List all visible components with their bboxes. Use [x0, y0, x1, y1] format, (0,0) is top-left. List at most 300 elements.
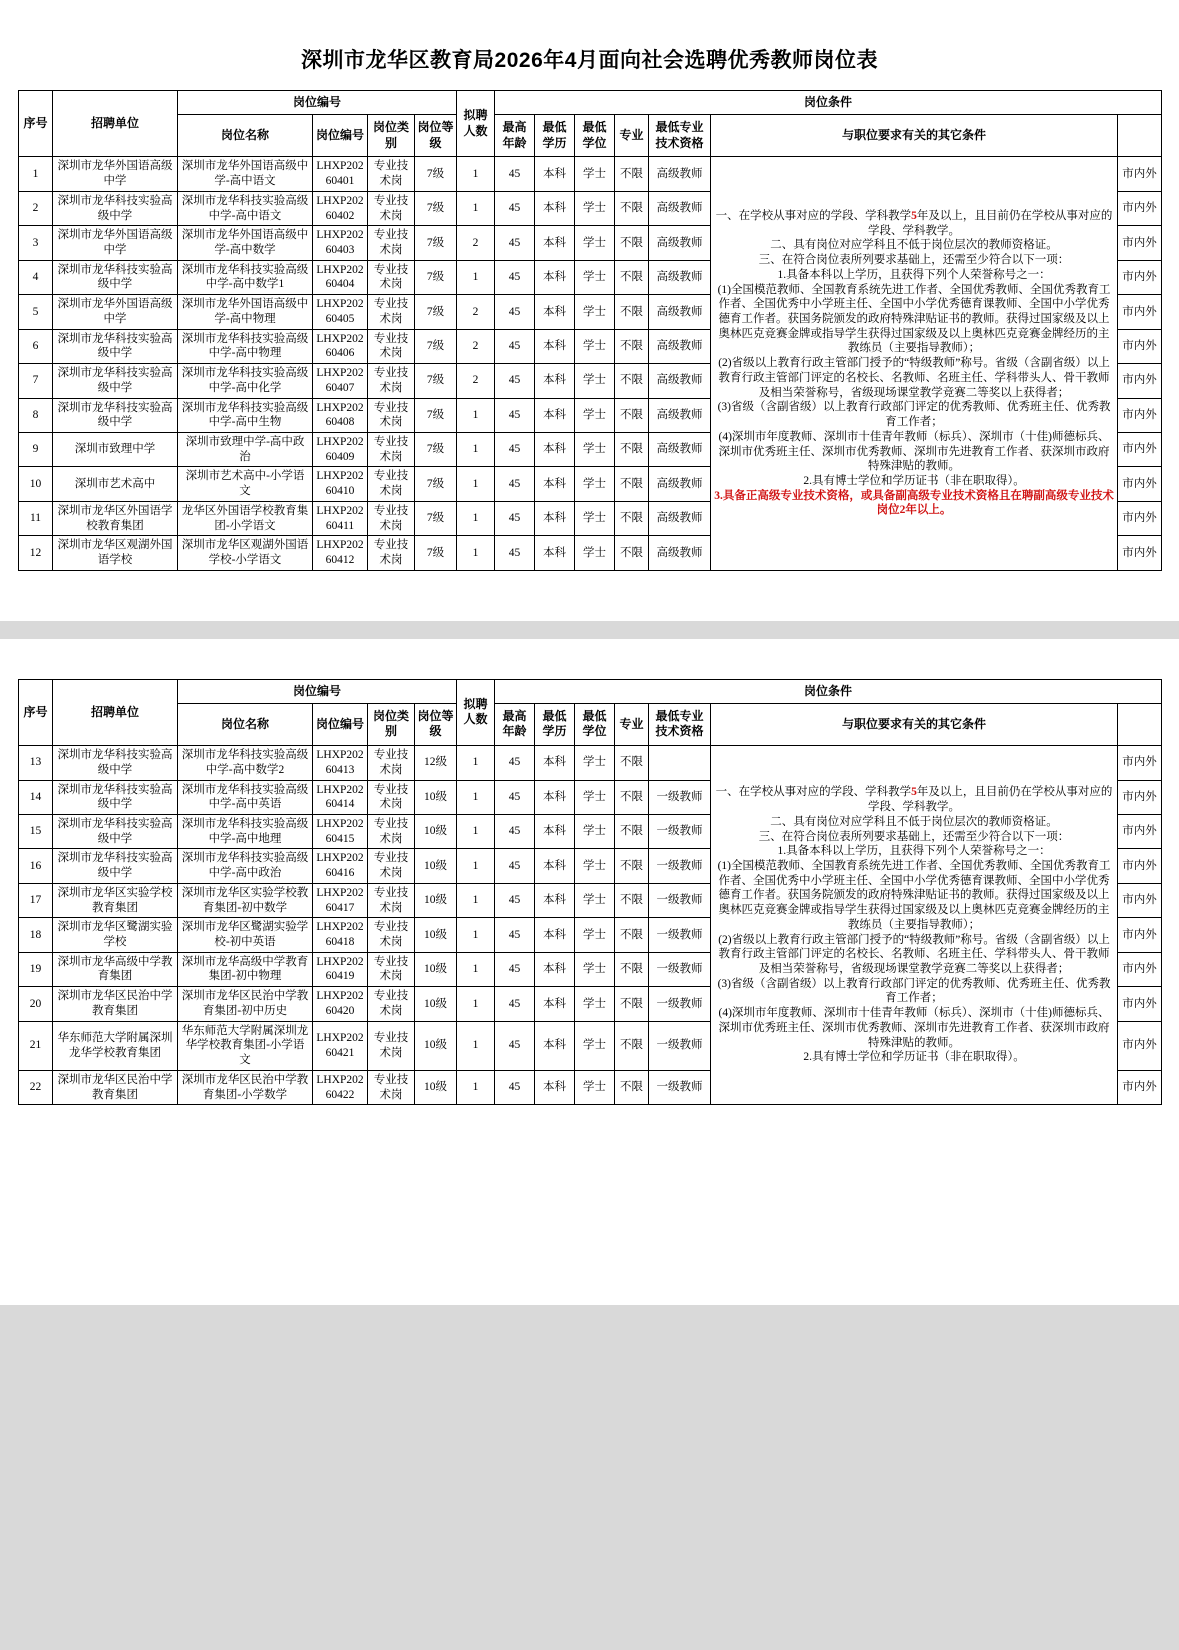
cell-job-name: 深圳市龙华科技实验高级中学-高中数学2	[178, 746, 313, 780]
cell-min-tech-title: 一级教师	[649, 883, 711, 917]
cell-job-category: 专业技术岗	[368, 226, 415, 260]
cell-household: 市内外	[1118, 432, 1162, 466]
cell-unit: 华东师范大学附属深圳龙华学校教育集团	[53, 1021, 178, 1070]
cell-job-no: LHXP202 60414	[313, 780, 368, 814]
cell-job-name: 深圳市龙华外国语高级中学-高中物理	[178, 295, 313, 329]
cell-min-tech-title: 高级教师	[649, 226, 711, 260]
header-conditions-group: 岗位条件	[495, 679, 1162, 703]
document-page-1	[0, 0, 1179, 621]
cell-max-age: 45	[495, 1070, 535, 1104]
cell-count: 1	[457, 432, 495, 466]
header-major: 专业	[615, 703, 649, 745]
cell-min-degree: 学士	[575, 536, 615, 570]
cell-household: 市内外	[1118, 467, 1162, 501]
cell-job-level: 10级	[415, 849, 457, 883]
header-job-no: 岗位编号	[313, 115, 368, 157]
cell-min-education: 本科	[535, 432, 575, 466]
cell-household: 市内外	[1118, 364, 1162, 398]
header-conditions-group: 岗位条件	[495, 91, 1162, 115]
cell-min-education: 本科	[535, 295, 575, 329]
cell-no: 15	[19, 815, 53, 849]
cell-max-age: 45	[495, 432, 535, 466]
cell-job-name: 深圳市龙华区实验学校教育集团-初中数学	[178, 883, 313, 917]
cell-no: 2	[19, 191, 53, 225]
header-job-no: 岗位编号	[313, 703, 368, 745]
cell-min-degree: 学士	[575, 780, 615, 814]
cell-no: 7	[19, 364, 53, 398]
cell-major: 不限	[615, 329, 649, 363]
cell-count: 1	[457, 467, 495, 501]
cell-job-category: 专业技术岗	[368, 849, 415, 883]
cell-job-name: 深圳市龙华外国语高级中学-高中语文	[178, 157, 313, 191]
cell-max-age: 45	[495, 329, 535, 363]
cell-min-education: 本科	[535, 746, 575, 780]
cell-unit: 深圳市龙华区实验学校教育集团	[53, 883, 178, 917]
header-other-conditions: 与职位要求有关的其它条件	[711, 115, 1118, 157]
cell-min-education: 本科	[535, 398, 575, 432]
header-job-level: 岗位等级	[415, 703, 457, 745]
cell-min-degree: 学士	[575, 1070, 615, 1104]
cell-min-education: 本科	[535, 364, 575, 398]
cell-min-education: 本科	[535, 987, 575, 1021]
cell-unit: 深圳市致理中学	[53, 432, 178, 466]
cell-count: 1	[457, 746, 495, 780]
cell-min-degree: 学士	[575, 501, 615, 535]
cell-job-name: 深圳市龙华外国语高级中学-高中数学	[178, 226, 313, 260]
table-container-1	[0, 90, 1179, 571]
cell-count: 1	[457, 260, 495, 294]
cell-household: 市内外	[1118, 295, 1162, 329]
cell-max-age: 45	[495, 191, 535, 225]
cell-no: 3	[19, 226, 53, 260]
cell-count: 1	[457, 1070, 495, 1104]
cell-household: 市内外	[1118, 501, 1162, 535]
cell-min-education: 本科	[535, 157, 575, 191]
cell-unit: 深圳市龙华科技实验高级中学	[53, 780, 178, 814]
cell-min-tech-title: 高级教师	[649, 157, 711, 191]
cell-count: 1	[457, 398, 495, 432]
cell-job-name: 龙华区外国语学校教育集团-小学语文	[178, 501, 313, 535]
cell-job-name: 深圳市龙华科技实验高级中学-高中语文	[178, 191, 313, 225]
cell-unit: 深圳市龙华科技实验高级中学	[53, 815, 178, 849]
cell-max-age: 45	[495, 398, 535, 432]
header-row-bottom	[19, 703, 1162, 745]
cell-no: 21	[19, 1021, 53, 1070]
cell-job-level: 7级	[415, 191, 457, 225]
cell-job-name: 深圳市龙华科技实验高级中学-高中英语	[178, 780, 313, 814]
header-min-tech-title: 最低专业技术资格	[649, 703, 711, 745]
condition-paragraph: 三、在符合岗位表所列要求基础上，还需至少符合以下一项：	[758, 830, 1070, 843]
cell-count: 1	[457, 952, 495, 986]
cell-no: 12	[19, 536, 53, 570]
cell-unit: 深圳市龙华外国语高级中学	[53, 295, 178, 329]
cell-no: 6	[19, 329, 53, 363]
cell-unit: 深圳市龙华科技实验高级中学	[53, 260, 178, 294]
cell-job-name: 深圳市龙华区民治中学教育集团-初中历史	[178, 987, 313, 1021]
cell-job-category: 专业技术岗	[368, 191, 415, 225]
condition-paragraph: 三、在符合岗位表所列要求基础上，还需至少符合以下一项：	[758, 254, 1070, 267]
cell-min-tech-title: 一级教师	[649, 815, 711, 849]
cell-job-no: LHXP202 60418	[313, 918, 368, 952]
cell-major: 不限	[615, 1021, 649, 1070]
cell-min-education: 本科	[535, 883, 575, 917]
cell-household: 市内外	[1118, 398, 1162, 432]
cell-job-category: 专业技术岗	[368, 952, 415, 986]
cell-max-age: 45	[495, 815, 535, 849]
condition-paragraph: (3)省级（含副省级）以上教育行政部门评定的优秀教师、优秀班主任、优秀教育工作者；	[717, 401, 1111, 429]
cell-household: 市内外	[1118, 329, 1162, 363]
condition-paragraph: 二、具有岗位对应学科且不低于岗位层次的教师资格证。	[770, 815, 1058, 828]
cell-min-degree: 学士	[575, 952, 615, 986]
cell-job-category: 专业技术岗	[368, 329, 415, 363]
header-unit: 招聘单位	[53, 679, 178, 745]
cell-major: 不限	[615, 432, 649, 466]
header-row-top	[19, 679, 1162, 703]
cell-no: 13	[19, 746, 53, 780]
cell-major: 不限	[615, 191, 649, 225]
table-body-1	[19, 157, 1162, 570]
cell-household: 市内外	[1118, 191, 1162, 225]
cell-job-name: 深圳市龙华科技实验高级中学-高中生物	[178, 398, 313, 432]
cell-unit: 深圳市龙华科技实验高级中学	[53, 364, 178, 398]
cell-major: 不限	[615, 987, 649, 1021]
cell-max-age: 45	[495, 849, 535, 883]
cell-no: 22	[19, 1070, 53, 1104]
cell-min-tech-title: 一级教师	[649, 1070, 711, 1104]
cell-min-education: 本科	[535, 815, 575, 849]
cell-min-education: 本科	[535, 260, 575, 294]
condition-paragraph-highlighted: 3.具备正高级专业技术资格，或具备副高级专业技术资格且在聘副高级专业技术岗位2年以上。	[714, 489, 1114, 517]
header-min-education: 最低学历	[535, 703, 575, 745]
cell-unit: 深圳市龙华外国语高级中学	[53, 157, 178, 191]
cell-min-degree: 学士	[575, 987, 615, 1021]
cell-major: 不限	[615, 226, 649, 260]
cell-job-level: 10级	[415, 1021, 457, 1070]
cell-no: 10	[19, 467, 53, 501]
cell-job-level: 7级	[415, 364, 457, 398]
cell-unit: 深圳市艺术高中	[53, 467, 178, 501]
cell-major: 不限	[615, 295, 649, 329]
cell-no: 1	[19, 157, 53, 191]
cell-max-age: 45	[495, 780, 535, 814]
header-major: 专业	[615, 115, 649, 157]
cell-min-degree: 学士	[575, 815, 615, 849]
cell-no: 20	[19, 987, 53, 1021]
cell-job-level: 10级	[415, 918, 457, 952]
conditions-text	[713, 209, 1115, 518]
cell-min-tech-title: 一级教师	[649, 987, 711, 1021]
header-no: 序号	[19, 679, 53, 745]
cell-count: 2	[457, 295, 495, 329]
cell-no: 5	[19, 295, 53, 329]
header-other-conditions: 与职位要求有关的其它条件	[711, 703, 1118, 745]
cell-min-tech-title: 高级教师	[649, 467, 711, 501]
cell-min-degree: 学士	[575, 226, 615, 260]
cell-min-education: 本科	[535, 849, 575, 883]
cell-household: 市内外	[1118, 1021, 1162, 1070]
cell-min-education: 本科	[535, 467, 575, 501]
cell-major: 不限	[615, 501, 649, 535]
cell-no: 8	[19, 398, 53, 432]
cell-count: 1	[457, 987, 495, 1021]
cell-job-category: 专业技术岗	[368, 398, 415, 432]
cell-major: 不限	[615, 398, 649, 432]
cell-min-degree: 学士	[575, 260, 615, 294]
cell-major: 不限	[615, 157, 649, 191]
cell-job-no: LHXP202 60417	[313, 883, 368, 917]
condition-paragraph: 1.具备本科以上学历，且获得下列个人荣誉称号之一：	[777, 845, 1051, 858]
cell-job-level: 7级	[415, 226, 457, 260]
cell-min-tech-title: 一级教师	[649, 1021, 711, 1070]
cell-job-level: 10级	[415, 883, 457, 917]
table-body-2	[19, 746, 1162, 1105]
table-row	[19, 746, 1162, 780]
condition-years-highlight: 5	[911, 210, 917, 223]
condition-paragraph: (4)深圳市年度教师、深圳市十佳青年教师（标兵）、深圳市（十佳)师德标兵、深圳市优秀班主任、深圳市优秀教师、深圳市先进教育工作者、获深圳市政府特殊津贴的教师。	[718, 430, 1110, 473]
cell-max-age: 45	[495, 918, 535, 952]
cell-job-no: LHXP202 60405	[313, 295, 368, 329]
cell-job-no: LHXP202 60411	[313, 501, 368, 535]
cell-max-age: 45	[495, 260, 535, 294]
cell-min-education: 本科	[535, 952, 575, 986]
cell-job-level: 7级	[415, 467, 457, 501]
cell-unit: 深圳市龙华区民治中学教育集团	[53, 1070, 178, 1104]
cell-job-no: LHXP202 60420	[313, 987, 368, 1021]
cell-household: 市内外	[1118, 952, 1162, 986]
cell-job-no: LHXP202 60410	[313, 467, 368, 501]
cell-min-tech-title: 一级教师	[649, 952, 711, 986]
condition-paragraph: 一、在学校从事对应的学段、学科教学5年及以上，且目前仍在学校从事对应的学段、学科教学。	[715, 786, 1113, 814]
cell-min-degree: 学士	[575, 467, 615, 501]
cell-unit: 深圳市龙华科技实验高级中学	[53, 329, 178, 363]
cell-job-name: 深圳市龙华科技实验高级中学-高中政治	[178, 849, 313, 883]
cell-job-no: LHXP202 60422	[313, 1070, 368, 1104]
cell-no: 17	[19, 883, 53, 917]
cell-max-age: 45	[495, 883, 535, 917]
cell-min-tech-title: 高级教师	[649, 295, 711, 329]
cell-max-age: 45	[495, 952, 535, 986]
cell-job-level: 7级	[415, 536, 457, 570]
cell-no: 9	[19, 432, 53, 466]
cell-job-name: 深圳市龙华高级中学教育集团-初中物理	[178, 952, 313, 986]
cell-min-degree: 学士	[575, 398, 615, 432]
cell-job-level: 7级	[415, 501, 457, 535]
cell-unit: 深圳市龙华科技实验高级中学	[53, 849, 178, 883]
cell-job-level: 10级	[415, 815, 457, 849]
cell-no: 14	[19, 780, 53, 814]
header-job-name: 岗位名称	[178, 703, 313, 745]
cell-job-level: 7级	[415, 398, 457, 432]
cell-household: 市内外	[1118, 815, 1162, 849]
cell-job-no: LHXP202 60408	[313, 398, 368, 432]
cell-job-name: 深圳市龙华科技实验高级中学-高中物理	[178, 329, 313, 363]
cell-count: 1	[457, 815, 495, 849]
cell-household: 市内外	[1118, 260, 1162, 294]
cell-count: 2	[457, 226, 495, 260]
condition-paragraph: (1)全国模范教师、全国教育系统先进工作者、全国优秀教师、全国优秀教育工作者、全国优秀中小学班主任、全国中小学优秀德育课教师、全国中小学优秀德育工作者。获国务院颁发的政府特殊津贴证书的教师。获得过国家级及以上奥林匹克竞赛金牌或指导学生获得过国家级及以上奥林匹克竞赛金牌经历的主教练员（主要指导教师）；	[717, 859, 1111, 931]
header-planned-count: 拟聘人数	[457, 91, 495, 157]
cell-job-no: LHXP202 60404	[313, 260, 368, 294]
cell-count: 2	[457, 329, 495, 363]
table-header-2	[19, 679, 1162, 745]
cell-household: 市内外	[1118, 780, 1162, 814]
cell-job-level: 10级	[415, 987, 457, 1021]
cell-job-category: 专业技术岗	[368, 1070, 415, 1104]
cell-min-degree: 学士	[575, 746, 615, 780]
cell-job-no: LHXP202 60409	[313, 432, 368, 466]
cell-max-age: 45	[495, 746, 535, 780]
header-min-education: 最低学历	[535, 115, 575, 157]
cell-max-age: 45	[495, 536, 535, 570]
cell-no: 4	[19, 260, 53, 294]
cell-min-education: 本科	[535, 226, 575, 260]
cell-major: 不限	[615, 780, 649, 814]
cell-no: 18	[19, 918, 53, 952]
cell-other-conditions	[711, 157, 1118, 570]
condition-paragraph: 1.具备本科以上学历，且获得下列个人荣誉称号之一：	[777, 268, 1051, 281]
cell-job-name: 深圳市艺术高中-小学语文	[178, 467, 313, 501]
condition-paragraph: 一、在学校从事对应的学段、学科教学5年及以上，且目前仍在学校从事对应的学段、学科教学。	[715, 210, 1113, 237]
cell-job-level: 12级	[415, 746, 457, 780]
cell-min-tech-title: 一级教师	[649, 780, 711, 814]
cell-min-tech-title: 高级教师	[649, 364, 711, 398]
cell-job-category: 专业技术岗	[368, 364, 415, 398]
cell-major: 不限	[615, 883, 649, 917]
header-job-category: 岗位类别	[368, 115, 415, 157]
cell-major: 不限	[615, 1070, 649, 1104]
header-row-bottom	[19, 115, 1162, 157]
cell-job-name: 深圳市龙华科技实验高级中学-高中数学1	[178, 260, 313, 294]
cell-min-education: 本科	[535, 1070, 575, 1104]
cell-min-degree: 学士	[575, 364, 615, 398]
cell-job-no: LHXP202 60401	[313, 157, 368, 191]
cell-job-level: 7级	[415, 260, 457, 294]
cell-min-degree: 学士	[575, 1021, 615, 1070]
header-max-age: 最高年龄	[495, 703, 535, 745]
table-container-2	[0, 679, 1179, 1106]
cell-job-no: LHXP202 60421	[313, 1021, 368, 1070]
condition-paragraph: 二、具有岗位对应学科且不低于岗位层次的教师资格证。	[770, 239, 1058, 252]
header-row-top	[19, 91, 1162, 115]
cell-job-name: 深圳市龙华区观湖外国语学校-小学语文	[178, 536, 313, 570]
header-job-category: 岗位类别	[368, 703, 415, 745]
cell-major: 不限	[615, 260, 649, 294]
cell-min-degree: 学士	[575, 191, 615, 225]
cell-major: 不限	[615, 536, 649, 570]
cell-count: 1	[457, 918, 495, 952]
cell-job-no: LHXP202 60403	[313, 226, 368, 260]
cell-household: 市内外	[1118, 1070, 1162, 1104]
cell-count: 2	[457, 364, 495, 398]
cell-job-level: 7级	[415, 157, 457, 191]
cell-count: 1	[457, 780, 495, 814]
cell-min-education: 本科	[535, 501, 575, 535]
cell-no: 16	[19, 849, 53, 883]
cell-no: 11	[19, 501, 53, 535]
table-header-1	[19, 91, 1162, 157]
cell-other-conditions	[711, 746, 1118, 1105]
cell-min-tech-title: 高级教师	[649, 329, 711, 363]
cell-job-category: 专业技术岗	[368, 295, 415, 329]
cell-no: 19	[19, 952, 53, 986]
cell-job-level: 7级	[415, 329, 457, 363]
cell-job-name: 深圳市龙华科技实验高级中学-高中地理	[178, 815, 313, 849]
cell-household: 市内外	[1118, 918, 1162, 952]
cell-job-no: LHXP202 60402	[313, 191, 368, 225]
cell-min-tech-title: 一级教师	[649, 918, 711, 952]
condition-years-highlight: 5	[911, 786, 917, 799]
cell-min-tech-title: 一级教师	[649, 849, 711, 883]
cell-job-category: 专业技术岗	[368, 918, 415, 952]
cell-unit: 深圳市龙华科技实验高级中学	[53, 191, 178, 225]
cell-job-no: LHXP202 60416	[313, 849, 368, 883]
cell-job-level: 10级	[415, 780, 457, 814]
cell-min-education: 本科	[535, 918, 575, 952]
cell-min-education: 本科	[535, 1021, 575, 1070]
condition-paragraph: (2)省级以上教育行政主管部门授予的“特级教师”称号。省级（含副省级）以上教育行政主管部门评定的名校长、名教师、名班主任、学科带头人、骨干教师及相当荣誉称号，省级现场课堂教学竞赛二等奖以上获得者；	[718, 357, 1110, 399]
cell-unit: 深圳市龙华外国语高级中学	[53, 226, 178, 260]
cell-job-category: 专业技术岗	[368, 1021, 415, 1070]
cell-min-tech-title: 高级教师	[649, 501, 711, 535]
cell-count: 1	[457, 191, 495, 225]
cell-min-degree: 学士	[575, 883, 615, 917]
cell-job-category: 专业技术岗	[368, 536, 415, 570]
cell-job-name: 深圳市龙华区民治中学教育集团-小学数学	[178, 1070, 313, 1104]
cell-min-tech-title: 高级教师	[649, 432, 711, 466]
cell-job-no: LHXP202 60407	[313, 364, 368, 398]
cell-min-education: 本科	[535, 191, 575, 225]
cell-min-education: 本科	[535, 329, 575, 363]
cell-max-age: 45	[495, 295, 535, 329]
cell-job-level: 10级	[415, 952, 457, 986]
cell-job-name: 华东师范大学附属深圳龙华学校教育集团-小学语文	[178, 1021, 313, 1070]
page-title: 深圳市龙华区教育局2026年4月面向社会选聘优秀教师岗位表	[301, 49, 878, 72]
cell-major: 不限	[615, 467, 649, 501]
cell-unit: 深圳市龙华区外国语学校教育集团	[53, 501, 178, 535]
cell-major: 不限	[615, 918, 649, 952]
cell-unit: 深圳市龙华区观湖外国语学校	[53, 536, 178, 570]
cell-major: 不限	[615, 952, 649, 986]
jobs-table-2	[18, 679, 1162, 1106]
cell-major: 不限	[615, 746, 649, 780]
condition-paragraph: (1)全国模范教师、全国教育系统先进工作者、全国优秀教师、全国优秀教育工作者、全国优秀中小学班主任、全国中小学优秀德育课教师、全国中小学优秀德育工作者。获国务院颁发的政府特殊津贴证书的教师。获得过国家级及以上奥林匹克竞赛金牌或指导学生获得过国家级及以上奥林匹克竞赛金牌经历的主教练员（主要指导教师）；	[717, 283, 1111, 355]
cell-major: 不限	[615, 849, 649, 883]
cell-unit: 深圳市龙华区民治中学教育集团	[53, 987, 178, 1021]
cell-min-degree: 学士	[575, 329, 615, 363]
cell-job-category: 专业技术岗	[368, 987, 415, 1021]
header-min-tech-title: 最低专业技术资格	[649, 115, 711, 157]
cell-min-degree: 学士	[575, 157, 615, 191]
condition-paragraph: 2.具有博士学位和学历证书（非在职取得）。	[803, 474, 1025, 487]
cell-max-age: 45	[495, 987, 535, 1021]
condition-paragraph: (4)深圳市年度教师、深圳市十佳青年教师（标兵）、深圳市（十佳)师德标兵、深圳市优秀班主任、深圳市优秀教师、深圳市先进教育工作者、获深圳市政府特殊津贴的教师。	[718, 1007, 1110, 1049]
cell-household: 市内外	[1118, 987, 1162, 1021]
cell-min-tech-title: 高级教师	[649, 398, 711, 432]
cell-count: 1	[457, 501, 495, 535]
header-job-name: 岗位名称	[178, 115, 313, 157]
cell-max-age: 45	[495, 501, 535, 535]
cell-count: 1	[457, 1021, 495, 1070]
cell-household: 市内外	[1118, 226, 1162, 260]
cell-unit: 深圳市龙华科技实验高级中学	[53, 398, 178, 432]
jobs-table-1	[18, 90, 1162, 571]
cell-household: 市内外	[1118, 849, 1162, 883]
cell-unit: 深圳市龙华高级中学教育集团	[53, 952, 178, 986]
cell-job-level: 7级	[415, 432, 457, 466]
cell-max-age: 45	[495, 364, 535, 398]
header-min-degree: 最低学位	[575, 703, 615, 745]
cell-job-category: 专业技术岗	[368, 746, 415, 780]
